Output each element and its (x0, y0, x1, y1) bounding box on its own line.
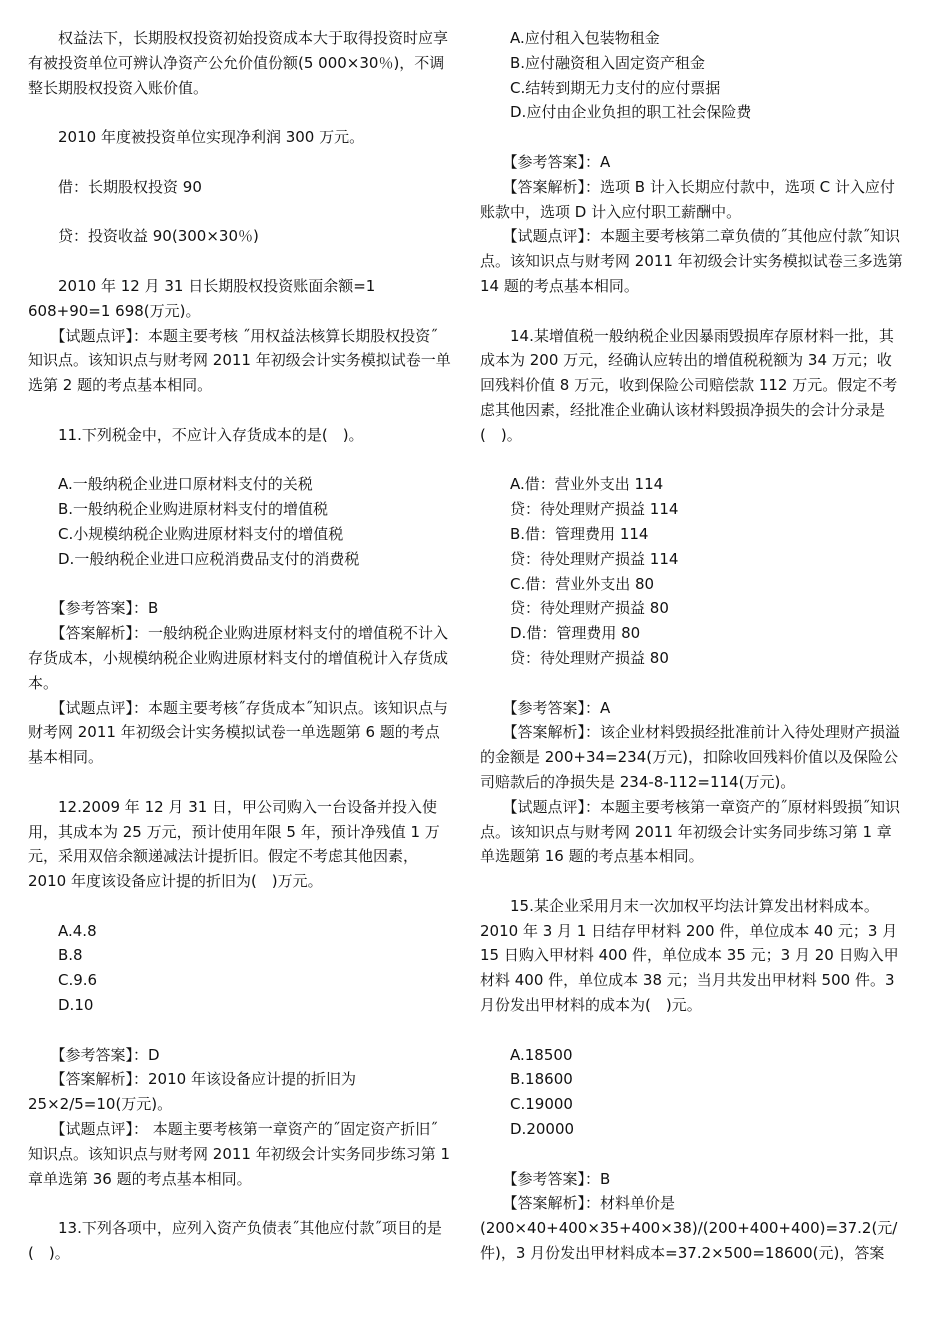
text-paragraph: 【答案解析】：该企业材料毁损经批准前计入待处理财产损溢的金额是 200+34=234(万元)，扣除收回残料价值以及保险公司赔款后的净损失是 234-8-112=114(万元)。 (480, 723, 901, 791)
paragraph-spacer (28, 200, 452, 225)
text-paragraph: 贷：待处理财产损益 80 (480, 648, 669, 667)
text-paragraph: B.一般纳税企业购进原材料支付的增值税 (28, 500, 329, 519)
text-paragraph: 【答案解析】：一般纳税企业购进原材料支付的增值税不计入存货成本，小规模纳税企业购进原材料支付的增值税计入存货成本。 (28, 624, 449, 692)
text-paragraph: B.应付融资租入固定资产租金 (480, 53, 706, 72)
paragraph-spacer (28, 398, 452, 423)
text-paragraph: C.结转到期无力支付的应付票据 (480, 78, 721, 97)
text-paragraph: A.4.8 (28, 921, 97, 940)
text-paragraph: 贷：待处理财产损益 80 (480, 599, 669, 618)
text-paragraph: 【答案解析】：材料单价是(200×40+400×35+400×38)/(200+400+400)=37.2(元/件)，3 月份发出甲材料成本=37.2×500=18600(元)，答案 (480, 1194, 898, 1263)
text-paragraph: 2010 年度被投资单位实现净利润 300 万元。 (28, 128, 365, 147)
left-text-column (28, 26, 455, 1266)
text-paragraph: 借：长期股权投资 90 (28, 177, 202, 196)
text-paragraph: 12.2009 年 12 月 31 日，甲公司购入一台设备并投入使用，其成本为 25 万元，预计使用年限 5 年，预计净残值 1 万元，采用双倍余额递减法计提折旧。假定不考虑其他因素，2010 年度该设备应计提的折旧为( )万元。 (28, 797, 440, 891)
paragraph-spacer (28, 150, 452, 175)
text-paragraph: A.应付租入包装物租金 (480, 29, 660, 47)
text-paragraph: 【答案解析】：2010 年该设备应计提的折旧为25×2/5=10(万元)。 (28, 1070, 356, 1114)
text-paragraph: D.一般纳税企业进口应税消费品支付的消费税 (28, 549, 360, 568)
paragraph-spacer (28, 1018, 452, 1043)
text-paragraph: D.借：管理费用 80 (480, 624, 641, 643)
paragraph-spacer (480, 869, 904, 894)
text-paragraph: D.应付由企业负担的职工社会保险费 (480, 103, 752, 122)
text-paragraph: C.借：营业外支出 80 (480, 574, 655, 593)
text-paragraph: 贷：待处理财产损益 114 (480, 500, 679, 519)
paragraph-spacer (28, 1191, 452, 1216)
paragraph-spacer (480, 299, 904, 324)
text-paragraph: 2010 年 12 月 31 日长期股权投资账面余额=1 608+90=1 698(万元)。 (28, 276, 381, 320)
text-paragraph: 14.某增值税一般纳税企业因暴雨毁损库存原材料一批，其成本为 200 万元，经确认应转出的增值税税额为 34 万元；收回残料价值 8 万元，收到保险公司赔偿款 112 万元。假定不考虑其他因素，经批准企业确认该材料毁损净损失的会计分录是( )。 (480, 326, 898, 444)
text-paragraph: D.20000 (480, 1120, 575, 1139)
text-paragraph: 【试题点评】：本题主要考核第一章资产的˝原材料毁损˝知识点。该知识点与财考网 2011 年初级会计实务同步练习第 1 章单选题第 16 题的考点基本相同。 (480, 797, 901, 866)
text-paragraph: 【试题点评】：本题主要考核第二章负债的˝其他应付款˝知识点。该知识点与财考网 2011 年初级会计实务模拟试卷三多选第 14 题的考点基本相同。 (480, 227, 908, 295)
paragraph-spacer (480, 1142, 904, 1167)
text-paragraph: A.一般纳税企业进口原材料支付的关税 (28, 475, 313, 494)
paragraph-spacer (480, 448, 904, 473)
text-paragraph: 【参考答案】：B (28, 599, 159, 618)
text-paragraph: 【答案解析】：选项 B 计入长期应付款中，选项 C 计入应付账款中，选项 D 计入应付职工薪酬中。 (480, 177, 895, 221)
text-paragraph: D.10 (28, 996, 94, 1015)
text-paragraph: 13.下列各项中，应列入资产负债表˝其他应付款˝项目的是( )。 (28, 1219, 442, 1263)
paragraph-spacer (480, 1018, 904, 1043)
paragraph-spacer (28, 100, 452, 125)
text-paragraph: 贷：待处理财产损益 114 (480, 549, 679, 568)
text-paragraph: B.18600 (480, 1070, 573, 1089)
text-paragraph: 贷：投资收益 90(300×30％) (28, 227, 259, 246)
paragraph-spacer (28, 894, 452, 919)
text-paragraph: C.19000 (480, 1095, 573, 1114)
right-text-column (480, 26, 908, 1266)
text-paragraph: 11.下列税金中，不应计入存货成本的是( )。 (28, 425, 364, 444)
text-paragraph: 权益法下，长期股权投资初始投资成本大于取得投资时应享有被投资单位可辨认净资产公允价值份额(5 000×30％)，不调整长期股权投资入账价值。 (28, 29, 449, 97)
text-paragraph: 【试题点评】： 本题主要考核第一章资产的˝固定资产折旧˝知识点。该知识点与财考网 2011 年初级会计实务同步练习第 1 章单选第 36 题的考点基本相同。 (28, 1120, 455, 1188)
paragraph-spacer (480, 125, 904, 150)
text-paragraph: 15.某企业采用月末一次加权平均法计算发出材料成本。2010 年 3 月 1 日结存甲材料 200 件，单位成本 40 元；3 月 15 日购入甲材料 400 件，单位成本 35 元；3 月 20 日购入甲材料 400 件，单位成本 38 元；当月共发出甲材料 500 件。3 月份发出甲材料的成本为( )元。 (480, 896, 902, 1015)
text-paragraph: 【参考答案】：A (480, 152, 611, 171)
text-paragraph: A.18500 (480, 1045, 573, 1064)
paragraph-spacer (28, 249, 452, 274)
text-paragraph: 【参考答案】：D (28, 1045, 160, 1064)
text-paragraph: B.借：管理费用 114 (480, 524, 649, 543)
paragraph-spacer (480, 671, 904, 696)
paragraph-spacer (28, 448, 452, 473)
text-paragraph: C.小规模纳税企业购进原材料支付的增值税 (28, 524, 344, 543)
paragraph-spacer (28, 572, 452, 597)
text-paragraph: 【参考答案】：A (480, 698, 611, 717)
text-paragraph: 【试题点评】：本题主要考核˝存货成本˝知识点。该知识点与财考网 2011 年初级会计实务模拟试卷一单选题第 6 题的考点基本相同。 (28, 698, 449, 767)
text-paragraph: B.8 (28, 946, 83, 965)
text-paragraph: 【参考答案】：B (480, 1169, 611, 1188)
text-paragraph: C.9.6 (28, 971, 98, 990)
text-paragraph: A.借：营业外支出 114 (480, 475, 664, 494)
paragraph-spacer (28, 770, 452, 795)
text-paragraph: 【试题点评】：本题主要考核 ˝用权益法核算长期股权投资˝知识点。该知识点与财考网 2011 年初级会计实务模拟试卷一单选第 2 题的考点基本相同。 (28, 326, 451, 395)
